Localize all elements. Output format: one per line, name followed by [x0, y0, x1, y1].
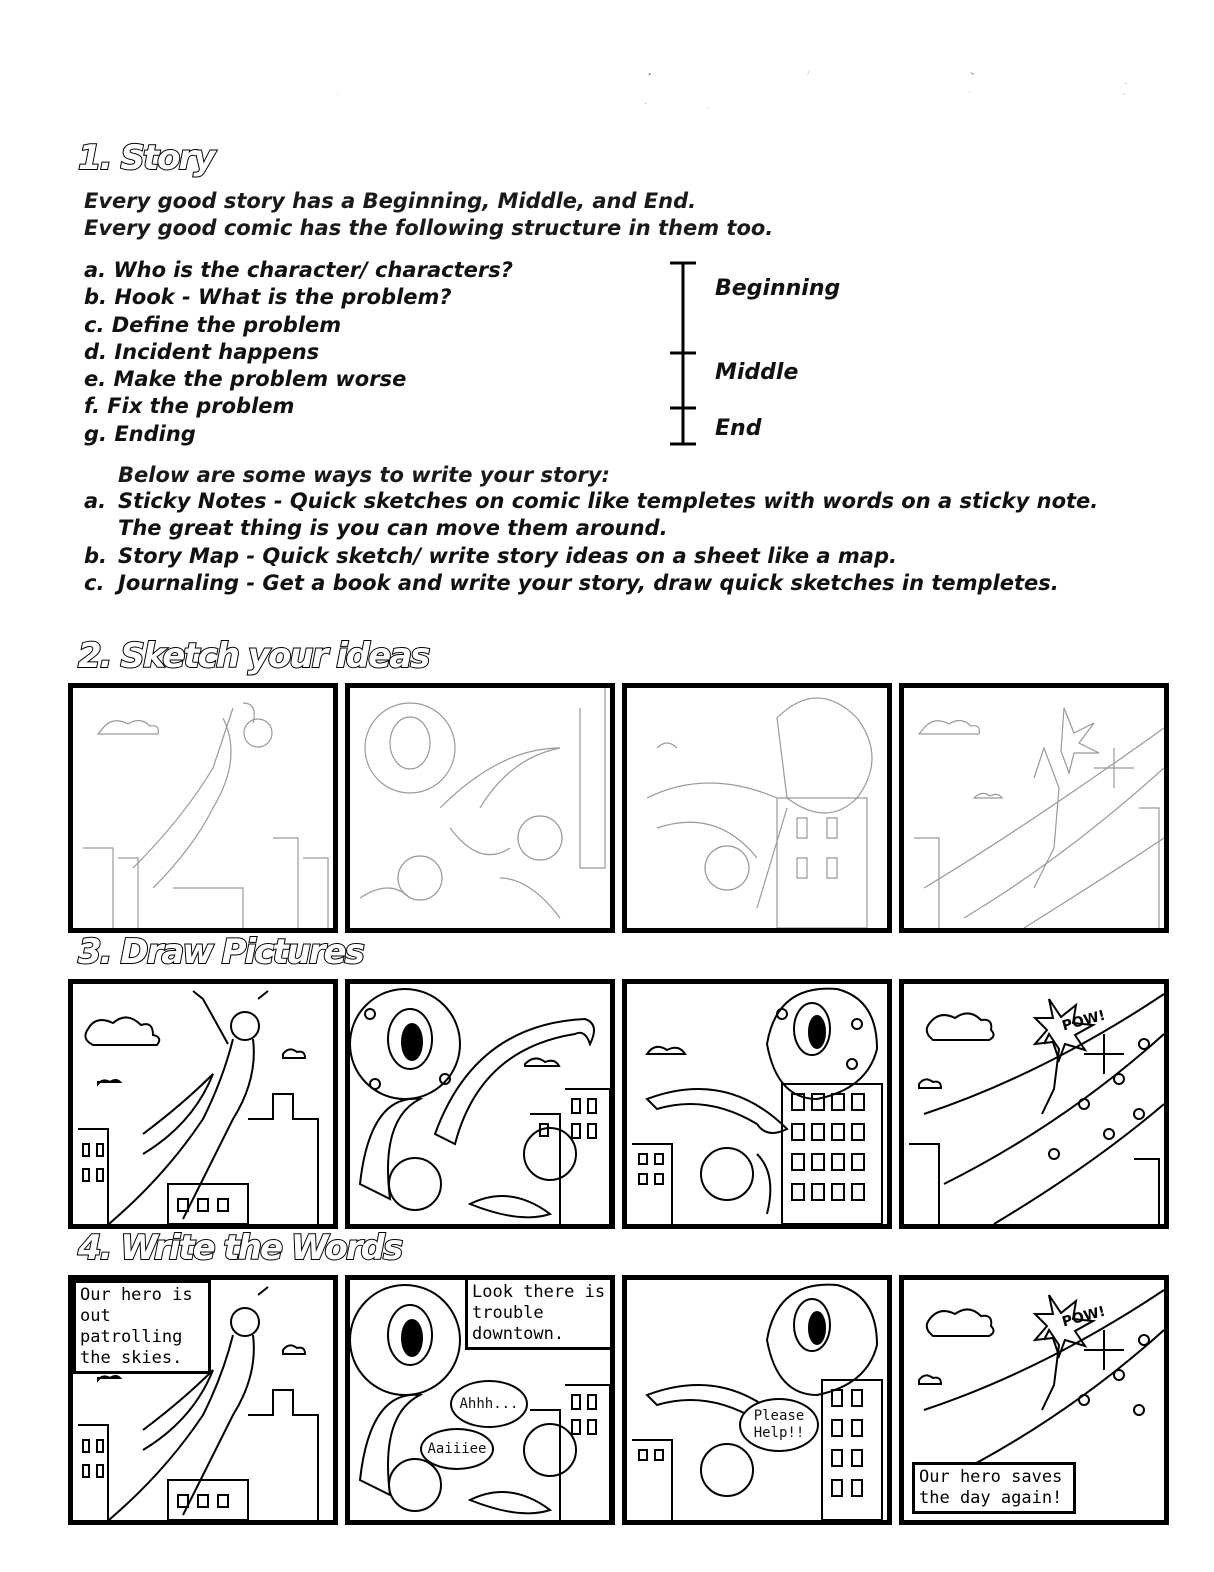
list-text: Journaling - Get a book and write your story, draw quick sketches in templetes.	[118, 570, 1059, 595]
section-heading-draw: 3. Draw Pictures	[78, 932, 363, 972]
words-panel-3	[622, 1275, 892, 1525]
list-letter: b.	[84, 543, 108, 568]
monster-grab-sketch	[627, 688, 887, 928]
sketch-panel-4	[899, 683, 1169, 933]
monster-attack-drawing	[350, 984, 610, 1224]
sketch-panel-1	[68, 683, 338, 933]
hero-punch-sketch	[904, 688, 1164, 928]
words-panel-row	[68, 1275, 1168, 1521]
hero-flying-sketch	[73, 688, 333, 928]
section-heading-words: 4. Write the Words	[78, 1228, 402, 1268]
speech-bubble: Please Help!!	[739, 1398, 819, 1452]
list-item: d. Incident happens	[84, 339, 320, 364]
draw-panel-2	[345, 979, 615, 1229]
list-item: e. Make the problem worse	[84, 367, 407, 392]
story-structure-bracket	[670, 260, 704, 450]
list-item: f. Fix the problem	[84, 394, 295, 419]
monster-grab-drawing	[627, 1280, 887, 1520]
monster-grab-drawing	[627, 984, 887, 1224]
list-letter: c.	[84, 570, 105, 595]
ways-intro: Below are some ways to write your story:	[118, 463, 610, 487]
sketch-panel-3	[622, 683, 892, 933]
list-item	[84, 488, 1144, 543]
intro-line-1: Every good story has a Beginning, Middle, and End.	[84, 189, 697, 213]
ways-list	[84, 488, 1144, 597]
speech-bubble: Ahhh...	[450, 1380, 528, 1428]
caption-box: Our hero is out patrolling the skies.	[73, 1280, 211, 1374]
pow-sound-effect: POW!	[1060, 1303, 1108, 1331]
draw-panel-row	[68, 979, 1168, 1225]
list-item: g. Ending	[84, 421, 196, 446]
caption-box: Look there is trouble downtown.	[465, 1280, 610, 1350]
draw-panel-1	[68, 979, 338, 1229]
list-letter: a.	[84, 489, 107, 513]
hero-punch-drawing	[904, 984, 1164, 1224]
list-item: a. Who is the character/ characters?	[84, 258, 513, 282]
label-middle: Middle	[715, 360, 799, 385]
label-beginning: Beginning	[715, 276, 841, 301]
words-panel-1	[68, 1275, 338, 1525]
words-panel-4	[899, 1275, 1169, 1525]
list-text: Story Map - Quick sketch/ write story ideas on a sheet like a map.	[118, 543, 897, 568]
story-structure-list	[84, 257, 513, 448]
intro-line-2: Every good comic has the following structure in them too.	[84, 216, 774, 240]
words-panel-2	[345, 1275, 615, 1525]
list-text: Sticky Notes - Quick sketches on comic like templetes with words on a sticky note. The great thing is you can move them around.	[118, 489, 1099, 541]
caption-box: Our hero saves the day again!	[912, 1462, 1076, 1514]
list-item	[84, 570, 1144, 597]
section-heading-sketch: 2. Sketch your ideas	[78, 636, 429, 676]
sketch-panel-row	[68, 683, 1168, 929]
page-title: How to start making your Comic	[88, 48, 1126, 121]
speech-bubble: Aaiiiee	[420, 1428, 494, 1470]
section-heading-story: 1. Story	[78, 138, 214, 178]
list-item	[84, 543, 1144, 570]
draw-panel-4	[899, 979, 1169, 1229]
sketch-panel-2	[345, 683, 615, 933]
list-item: b. Hook - What is the problem?	[84, 285, 452, 310]
hero-flying-drawing	[73, 984, 333, 1224]
monster-sketch	[350, 688, 610, 928]
label-end: End	[715, 416, 762, 441]
draw-panel-3	[622, 979, 892, 1229]
list-item: c. Define the problem	[84, 312, 342, 337]
pow-sound-effect: POW!	[1060, 1007, 1108, 1035]
